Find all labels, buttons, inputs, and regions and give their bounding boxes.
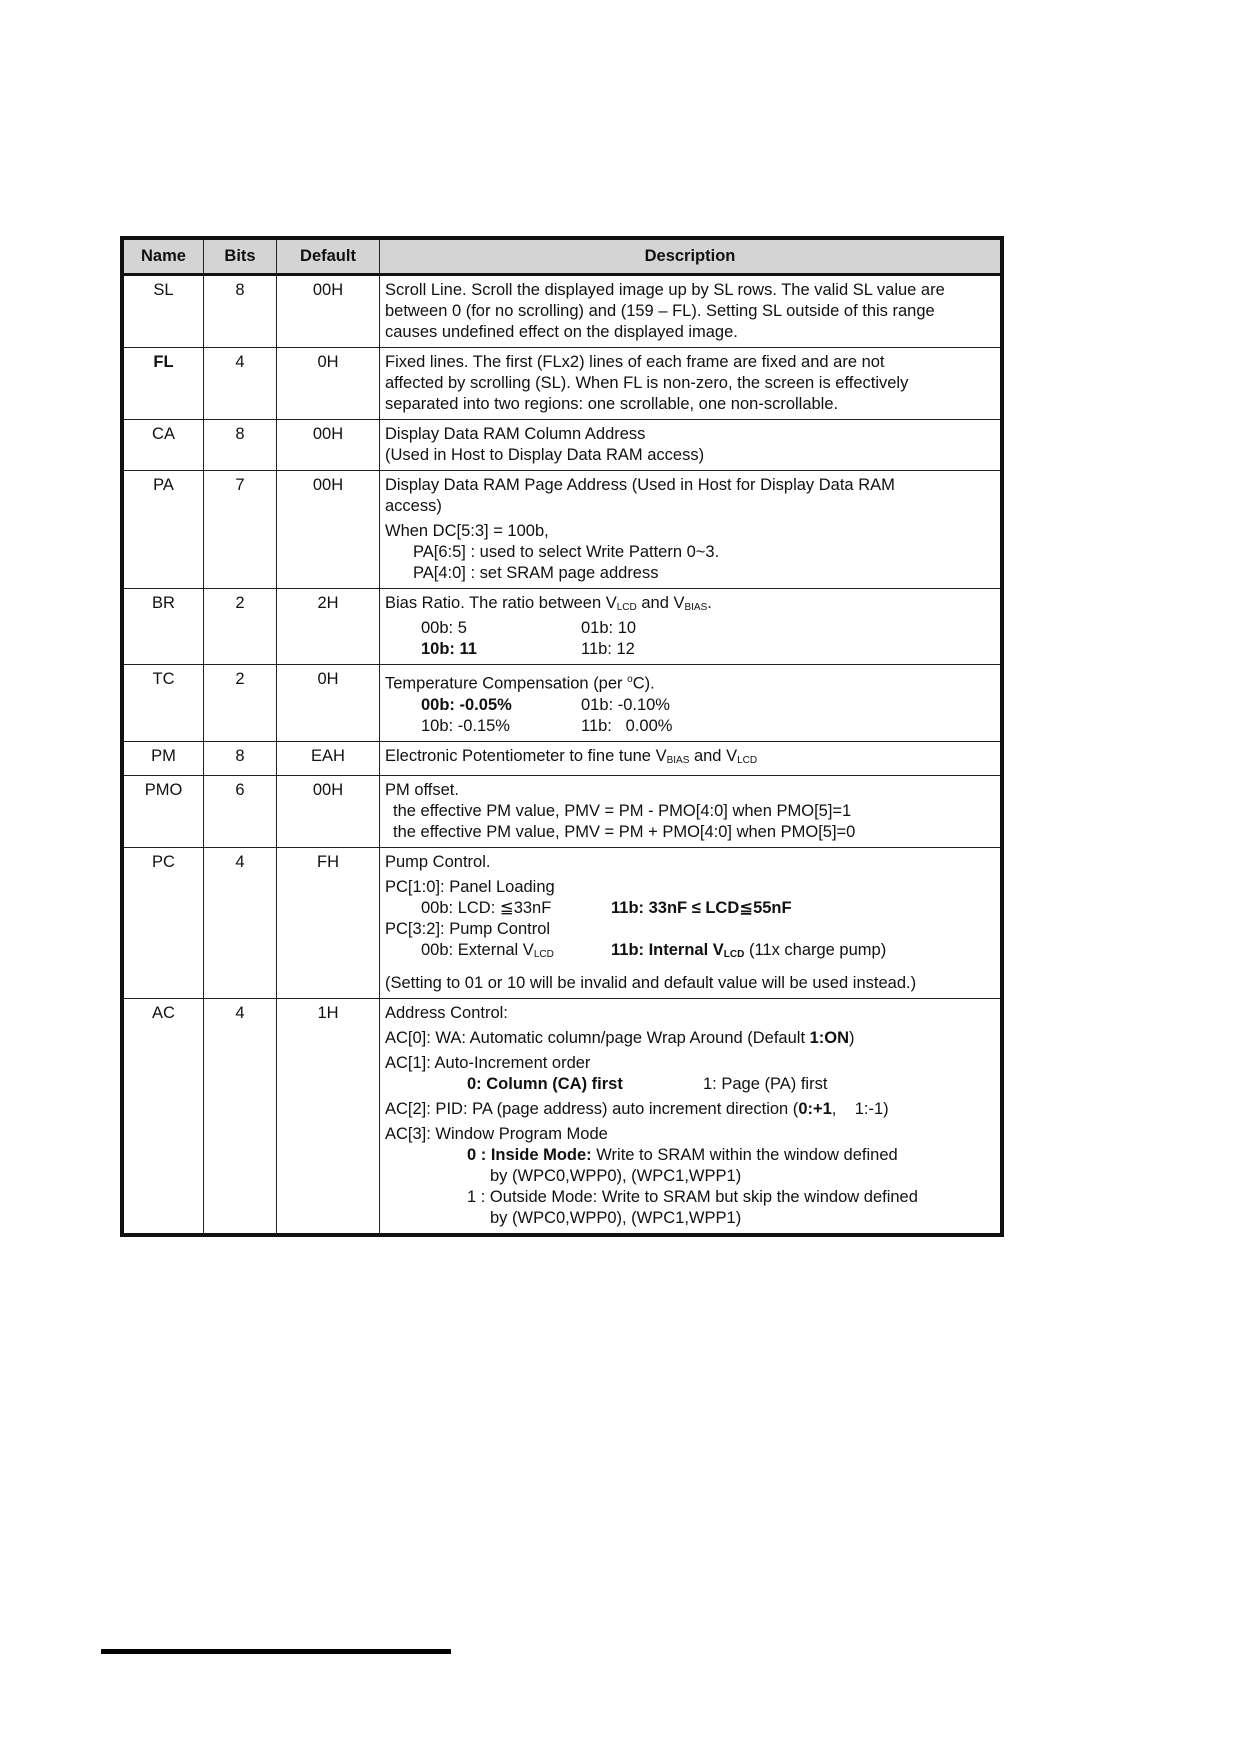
text: ) [849, 1028, 855, 1047]
desc-line [385, 1074, 995, 1095]
cell-name: SL [122, 275, 204, 348]
cell-name: BR [122, 589, 204, 665]
cell-bits: 8 [204, 741, 277, 775]
table-row [122, 275, 1002, 348]
option-pair [385, 898, 995, 919]
desc-line: 1 : Outside Mode: Write to SRAM but skip the window defined [467, 1187, 918, 1206]
cell-default: FH [277, 847, 380, 998]
option-right: 01b: 10 [581, 619, 637, 637]
header-name: Name [122, 238, 204, 275]
desc-line [385, 593, 995, 618]
desc-line [385, 669, 995, 695]
cell-default: 0H [277, 665, 380, 742]
footnote-rule [101, 1649, 451, 1654]
cell-description [380, 348, 1003, 420]
cell-name: AC [122, 998, 204, 1235]
option-left-default: 10b: 11 [421, 640, 477, 658]
text-bold: 0: Column (CA) first [467, 1074, 623, 1093]
option-left-default: 00b: -0.05% [421, 695, 512, 714]
table-row [122, 665, 1002, 742]
text: AC[0]: WA: Automatic column/page Wrap Around (Default [385, 1028, 810, 1047]
cell-bits: 8 [204, 275, 277, 348]
option-pair [385, 618, 995, 639]
cell-description [380, 775, 1003, 847]
cell-default: 2H [277, 589, 380, 665]
desc-line: access) [385, 497, 442, 515]
option-right: 11b: 12 [581, 640, 635, 658]
text: C). [632, 674, 655, 693]
table-row [122, 998, 1002, 1235]
desc-line: AC[3]: Window Program Mode [385, 1124, 608, 1143]
cell-bits: 4 [204, 348, 277, 420]
table-row [122, 775, 1002, 847]
cell-bits: 8 [204, 420, 277, 471]
text-bold: 0 : Inside Mode: [467, 1145, 592, 1164]
text: 00b: External V [421, 940, 534, 959]
option-left: 00b: LCD: ≦33nF [421, 898, 552, 917]
text: . [707, 594, 712, 612]
cell-bits: 6 [204, 775, 277, 847]
desc-line: PC[3:2]: Pump Control [385, 919, 551, 938]
cell-name: CA [122, 420, 204, 471]
text-bold: 0:+1 [798, 1099, 832, 1118]
subscript: BIAS [684, 602, 708, 613]
option-pair [385, 716, 995, 737]
degree-superscript: o [627, 674, 633, 685]
desc-line: between 0 (for no scrolling) and (159 – FL). Setting SL outside of this range [385, 302, 935, 320]
cell-name: PC [122, 847, 204, 998]
cell-name: TC [122, 665, 204, 742]
text: Electronic Potentiometer to fine tune V [385, 746, 667, 765]
text: 11b: Internal V [611, 940, 724, 959]
text: AC[2]: PID: PA (page address) auto increment direction ( [385, 1099, 799, 1118]
desc-line: by (WPC0,WPP0), (WPC1,WPP1) [490, 1208, 742, 1227]
cell-description [380, 589, 1003, 665]
cell-default: 00H [277, 471, 380, 589]
cell-description [380, 741, 1003, 775]
cell-description [380, 471, 1003, 589]
cell-default: 00H [277, 775, 380, 847]
cell-name: FL [122, 348, 204, 420]
subscript: BIAS [666, 754, 690, 766]
text: Temperature Compensation (per [385, 674, 628, 693]
option-pair [385, 940, 995, 965]
cell-bits: 4 [204, 998, 277, 1235]
desc-line: PA[4:0] : set SRAM page address [413, 564, 659, 582]
option-left [421, 940, 611, 965]
desc-line: Fixed lines. The first (FLx2) lines of each frame are fixed and are not [385, 353, 885, 371]
desc-line: PM offset. [385, 780, 459, 799]
desc-line: causes undefined effect on the displayed image. [385, 323, 738, 341]
table-header-row [122, 238, 1002, 275]
subscript: LCD [616, 602, 637, 613]
option-left: 00b: 5 [421, 619, 467, 637]
cell-description [380, 420, 1003, 471]
option-pair [385, 639, 995, 660]
cell-bits: 4 [204, 847, 277, 998]
desc-line: When DC[5:3] = 100b, [385, 522, 549, 540]
desc-line: affected by scrolling (SL). When FL is non-zero, the screen is effectively [385, 374, 909, 392]
table-row [122, 589, 1002, 665]
option-left: 10b: -0.15% [421, 716, 510, 735]
header-description: Description [380, 238, 1003, 275]
desc-line: Address Control: [385, 1003, 508, 1022]
register-table [120, 236, 1004, 1237]
desc-line: (Used in Host to Display Data RAM access) [385, 446, 705, 464]
cell-description [380, 275, 1003, 348]
option-right-default [611, 941, 744, 959]
table-row [122, 420, 1002, 471]
text: (11x charge pump) [744, 940, 887, 959]
desc-line [385, 746, 995, 771]
subscript: LCD [533, 948, 554, 960]
cell-default: 00H [277, 275, 380, 348]
cell-description [380, 847, 1003, 998]
subscript: LCD [723, 948, 745, 960]
desc-line: the effective PM value, PMV = PM + PMO[4:0] when PMO[5]=0 [393, 822, 856, 841]
text: , 1:-1) [831, 1099, 889, 1118]
desc-line: (Setting to 01 or 10 will be invalid and default value will be used instead.) [385, 973, 917, 992]
header-bits: Bits [204, 238, 277, 275]
cell-bits: 2 [204, 589, 277, 665]
desc-line: Scroll Line. Scroll the displayed image up by SL rows. The valid SL value are [385, 281, 945, 299]
cell-name: PA [122, 471, 204, 589]
cell-bits: 2 [204, 665, 277, 742]
text: and V [636, 594, 685, 612]
option-pair [385, 695, 995, 716]
cell-description [380, 998, 1003, 1235]
option-right: 11b: 0.00% [581, 716, 673, 735]
text: and V [689, 746, 738, 765]
cell-name: PMO [122, 775, 204, 847]
text: Bias Ratio. The ratio between V [385, 594, 617, 612]
subscript: LCD [737, 754, 758, 766]
desc-line [385, 1145, 995, 1166]
option-right: 01b: -0.10% [581, 695, 670, 714]
desc-line: AC[1]: Auto-Increment order [385, 1053, 591, 1072]
cell-default: 0H [277, 348, 380, 420]
cell-default: 1H [277, 998, 380, 1235]
desc-line: Display Data RAM Column Address [385, 425, 646, 443]
desc-line: Pump Control. [385, 852, 491, 871]
text-bold: 1:ON [809, 1028, 850, 1047]
desc-line [385, 1028, 995, 1049]
text: Write to SRAM within the window defined [591, 1145, 898, 1164]
desc-line: PC[1:0]: Panel Loading [385, 877, 555, 896]
desc-line: PA[6:5] : used to select Write Pattern 0~3. [413, 543, 720, 561]
cell-description [380, 665, 1003, 742]
cell-name: PM [122, 741, 204, 775]
desc-line: by (WPC0,WPP0), (WPC1,WPP1) [490, 1166, 742, 1185]
desc-line: the effective PM value, PMV = PM - PMO[4:0] when PMO[5]=1 [393, 801, 852, 820]
desc-line [385, 1099, 995, 1120]
header-default: Default [277, 238, 380, 275]
cell-default: 00H [277, 420, 380, 471]
cell-default: EAH [277, 741, 380, 775]
desc-line: separated into two regions: one scrollable, one non-scrollable. [385, 395, 839, 413]
text: 1: Page (PA) first [703, 1074, 828, 1093]
table-row [122, 471, 1002, 589]
option-right-default: 11b: 33nF ≤ LCD≦55nF [611, 898, 792, 917]
table-row [122, 847, 1002, 998]
table-row [122, 741, 1002, 775]
desc-line: Display Data RAM Page Address (Used in Host for Display Data RAM [385, 476, 895, 494]
table-row [122, 348, 1002, 420]
cell-bits: 7 [204, 471, 277, 589]
